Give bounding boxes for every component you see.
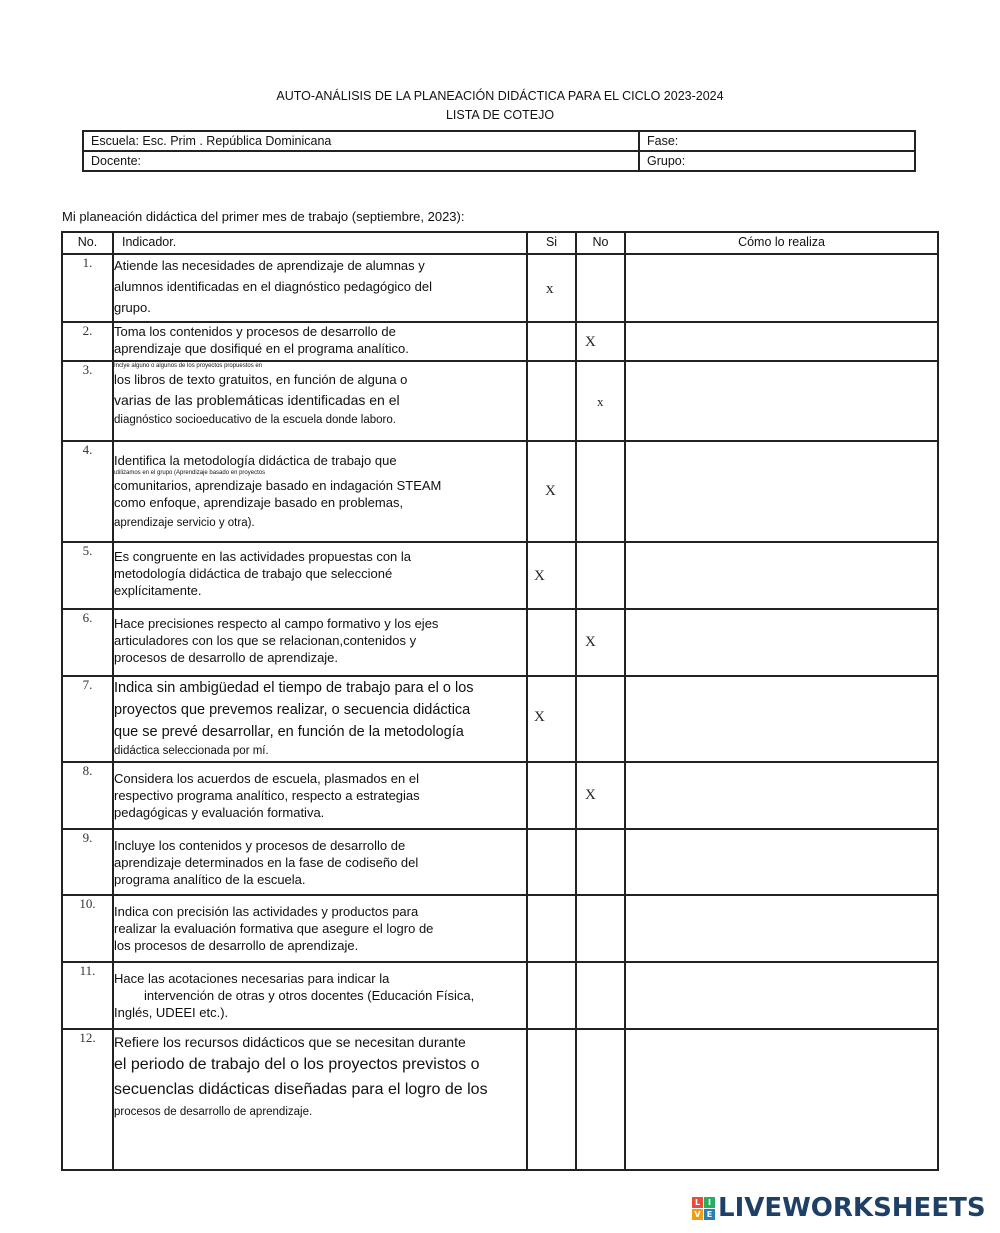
- row-indicator: Identifica la metodología didáctica de trabajo que utilizamos en el grupo (Aprendizaje basado en proyectos comunitarios, aprendizaje basado en indagación STEAM como enfoque, aprendizaje basado en problemas, aprendizaje servicio y otra).: [113, 441, 527, 542]
- row-number: 11.: [62, 962, 113, 1029]
- liveworksheets-logo: [692, 1193, 986, 1223]
- table-row: [62, 829, 938, 895]
- no-mark: x: [597, 394, 604, 409]
- row-number: 5.: [62, 542, 113, 609]
- si-mark: X: [534, 709, 545, 725]
- row-indicator: Considera los acuerdos de escuela, plasmados en el respectivo programa analítico, respecto a estrategias pedagógicas y evaluación formativa.: [113, 762, 527, 829]
- no-cell[interactable]: [576, 1029, 625, 1170]
- no-cell[interactable]: [576, 895, 625, 962]
- como-cell[interactable]: [625, 322, 938, 361]
- no-cell[interactable]: [576, 254, 625, 322]
- no-mark: X: [585, 634, 596, 650]
- fase-field[interactable]: Fase:: [639, 131, 915, 151]
- si-cell[interactable]: [527, 676, 576, 762]
- no-cell[interactable]: [576, 609, 625, 676]
- row-indicator: Es congruente en las actividades propuestas con la metodología didáctica de trabajo que seleccioné explícitamente.: [113, 542, 527, 609]
- grupo-field[interactable]: Grupo:: [639, 151, 915, 171]
- row-number: 9.: [62, 829, 113, 895]
- table-row: [62, 895, 938, 962]
- row-indicator: Hace precisiones respecto al campo formativo y los ejes articuladores con los que se relacionan,contenidos y procesos de desarrollo de aprendizaje.: [113, 609, 527, 676]
- header-no: No.: [62, 232, 113, 254]
- logo-icon: L I V E: [692, 1197, 715, 1220]
- si-cell[interactable]: [527, 322, 576, 361]
- row-number: 7.: [62, 676, 113, 762]
- table-row: [62, 322, 938, 361]
- row-number: 8.: [62, 762, 113, 829]
- como-cell[interactable]: [625, 542, 938, 609]
- row-number: 10.: [62, 895, 113, 962]
- no-cell[interactable]: [576, 676, 625, 762]
- row-number: 6.: [62, 609, 113, 676]
- si-cell[interactable]: [527, 962, 576, 1029]
- no-mark: X: [585, 787, 596, 803]
- si-mark: X: [545, 483, 556, 499]
- si-cell[interactable]: [527, 254, 576, 322]
- no-cell[interactable]: [576, 322, 625, 361]
- table-row: [62, 762, 938, 829]
- logo-text: LIVEWORKSHEETS: [718, 1193, 986, 1223]
- header-indicador: Indicador.: [113, 232, 527, 254]
- table-row: [62, 542, 938, 609]
- como-cell[interactable]: [625, 829, 938, 895]
- table-row: [62, 254, 938, 322]
- como-cell[interactable]: [625, 441, 938, 542]
- row-indicator: Hace las acotaciones necesarias para indicar la intervención de otras y otros docentes (Educación Física, Inglés, UDEEI etc.).: [113, 962, 527, 1029]
- no-cell[interactable]: [576, 542, 625, 609]
- si-mark: X: [534, 568, 545, 584]
- como-cell[interactable]: [625, 962, 938, 1029]
- document-title: AUTO-ANÁLISIS DE LA PLANEACIÓN DIDÁCTICA PARA EL CICLO 2023-2024: [276, 89, 724, 103]
- document-subtitle: LISTA DE COTEJO: [445, 108, 555, 122]
- table-row: [62, 676, 938, 762]
- row-indicator: Indica con precisión las actividades y productos para realizar la evaluación formativa que asegure el logro de los procesos de desarrollo de aprendizaje.: [113, 895, 527, 962]
- table-row: [62, 1029, 938, 1170]
- row-number: 2.: [62, 322, 113, 361]
- como-cell[interactable]: [625, 895, 938, 962]
- row-indicator: Incluye los contenidos y procesos de desarrollo de aprendizaje determinados en la fase de codiseño del programa analítico de la escuela.: [113, 829, 527, 895]
- row-indicator: Refiere los recursos didácticos que se necesitan durante el periodo de trabajo del o los proyectos previstos o secuenclas didácticas diseñadas para el logro de los procesos de desarrollo de aprendizaje.: [113, 1029, 527, 1170]
- no-mark: X: [585, 334, 596, 350]
- si-cell[interactable]: [527, 1029, 576, 1170]
- no-cell[interactable]: [576, 441, 625, 542]
- row-number: 3.: [62, 361, 113, 441]
- si-mark: x: [546, 281, 554, 297]
- no-cell[interactable]: [576, 762, 625, 829]
- como-cell[interactable]: [625, 676, 938, 762]
- info-table: [82, 130, 916, 172]
- intro-text: Mi planeación didáctica del primer mes de trabajo (septiembre, 2023):: [62, 209, 465, 224]
- como-cell[interactable]: [625, 361, 938, 441]
- si-cell[interactable]: [527, 829, 576, 895]
- header-como: Cómo lo realiza: [625, 232, 938, 254]
- como-cell[interactable]: [625, 1029, 938, 1170]
- como-cell[interactable]: [625, 254, 938, 322]
- row-number: 1.: [62, 254, 113, 322]
- row-indicator: Inclye alguno o algunos de los proyectos propuestos en los libros de texto gratuitos, en función de alguna o varias de las problemáticas identificadas en el diagnóstico socioeducativo de la escuela donde laboro.: [113, 361, 527, 441]
- no-cell[interactable]: [576, 962, 625, 1029]
- si-cell[interactable]: [527, 441, 576, 542]
- row-number: 12.: [62, 1029, 113, 1170]
- row-number: 4.: [62, 441, 113, 542]
- no-cell[interactable]: [576, 829, 625, 895]
- escuela-field[interactable]: Escuela: Esc. Prim . República Dominicana: [83, 131, 639, 151]
- como-cell[interactable]: [625, 609, 938, 676]
- table-row: [62, 962, 938, 1029]
- si-cell[interactable]: [527, 609, 576, 676]
- header-si: Si: [527, 232, 576, 254]
- no-cell[interactable]: [576, 361, 625, 441]
- row-indicator: Toma los contenidos y procesos de desarrollo de aprendizaje que dosifiqué en el programa analítico.: [113, 322, 527, 361]
- si-cell[interactable]: [527, 361, 576, 441]
- table-row: [62, 609, 938, 676]
- si-cell[interactable]: [527, 542, 576, 609]
- table-row: [62, 441, 938, 542]
- si-cell[interactable]: [527, 895, 576, 962]
- si-cell[interactable]: [527, 762, 576, 829]
- header-no-col: No: [576, 232, 625, 254]
- como-cell[interactable]: [625, 762, 938, 829]
- table-header-row: [62, 232, 938, 254]
- row-indicator: Atiende las necesidades de aprendizaje de alumnas y alumnos identificadas en el diagnóstico pedagógico del grupo.: [113, 254, 527, 322]
- table-row: [62, 361, 938, 441]
- row-indicator: Indica sin ambigüedad el tiempo de trabajo para el o los proyectos que prevemos realizar, o secuencia didáctica que se prevé desarrollar, en función de la metodología didáctica seleccionada por mí.: [113, 676, 527, 762]
- docente-field[interactable]: Docente:: [83, 151, 639, 171]
- checklist-table: [61, 231, 939, 1171]
